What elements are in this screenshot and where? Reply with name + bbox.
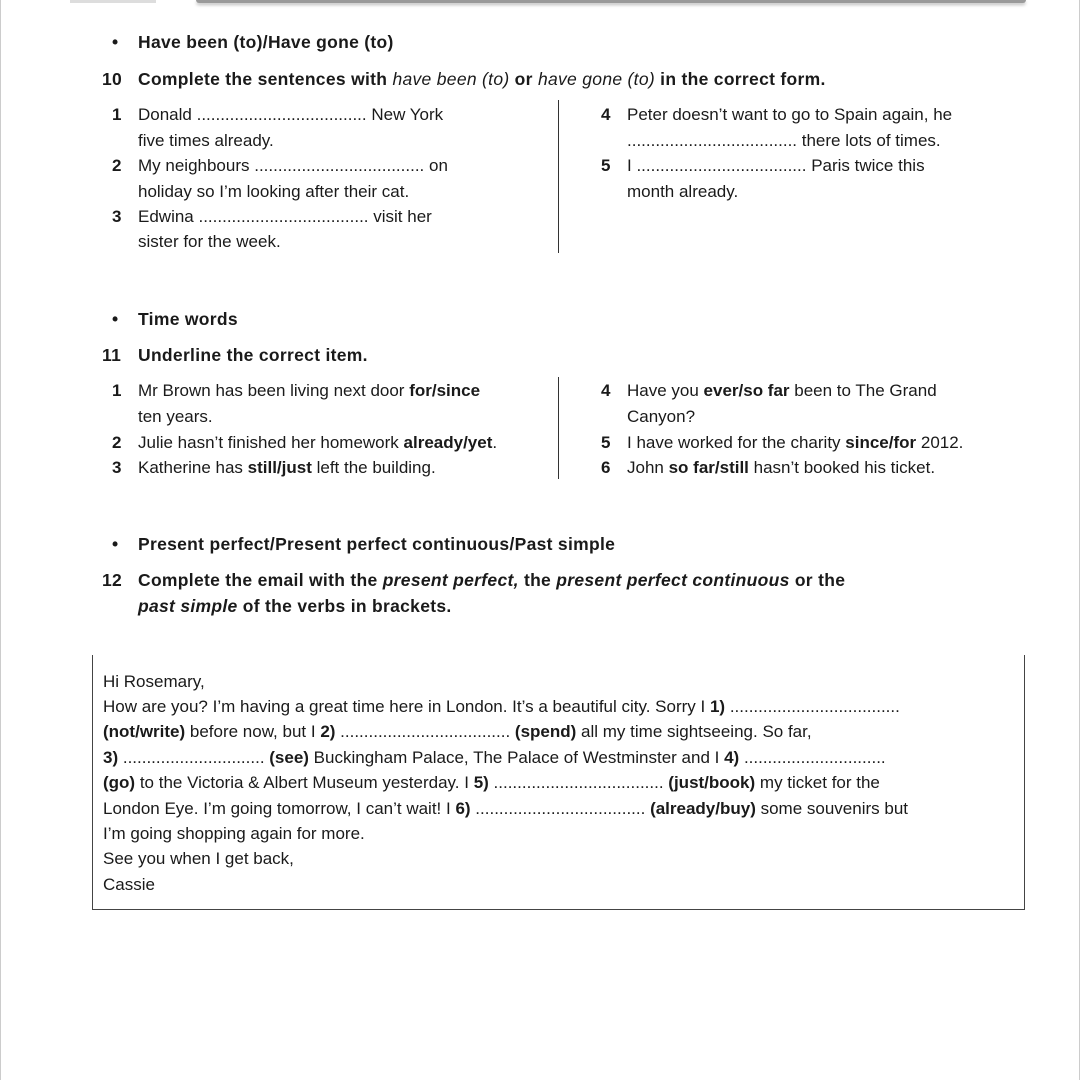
item-number: 6 [601, 458, 611, 477]
bold-text-segment: for/since [409, 381, 481, 400]
text-segment: .............................. [739, 748, 886, 767]
item-number: 3 [112, 207, 122, 226]
item-number: 3 [112, 458, 122, 477]
section-bullet: • [112, 534, 119, 554]
text-segment: all my time sightseeing. So far, [576, 722, 812, 741]
bold-text-segment: so far/still [668, 458, 749, 477]
text-segment: John [627, 458, 669, 477]
item-number: 2 [112, 156, 122, 175]
item-line [138, 156, 448, 176]
text-segment: before now, but I [185, 722, 321, 741]
text-segment: .................................... [488, 773, 669, 792]
bold-text-segment: present perfect continuous [556, 570, 790, 590]
item-number: 4 [601, 381, 611, 400]
item-line [627, 381, 937, 401]
email-line [103, 875, 155, 895]
bold-text-segment: already/yet [403, 433, 493, 452]
bold-text-segment: Complete the email with the [138, 570, 383, 590]
item-line [627, 105, 952, 125]
item-line [138, 433, 497, 453]
bold-text-segment: Underline the correct item. [138, 345, 368, 365]
text-segment: Canyon? [627, 407, 696, 426]
text-segment: I .................................... Paris twice this [627, 156, 925, 175]
item-number: 1 [112, 105, 122, 124]
text-segment: month already. [627, 182, 739, 201]
item-number: 4 [601, 105, 611, 124]
item-number: 2 [112, 433, 122, 452]
text-segment: have gone (to) [537, 69, 655, 89]
bold-text-segment: (just/book) [668, 773, 756, 792]
item-number: 5 [601, 433, 611, 452]
item-line [138, 381, 480, 401]
bold-text-segment: present perfect, [382, 570, 519, 590]
item-number: 1 [112, 381, 122, 400]
text-segment: five times already. [138, 131, 274, 150]
exercise-heading [138, 570, 845, 590]
item-line [138, 407, 213, 427]
text-segment: London Eye. I’m going tomorrow, I can’t wait! I [103, 799, 456, 818]
text-segment: Mr Brown has been living next door [138, 381, 410, 400]
section-title: Have been (to)/Have gone (to) [138, 32, 394, 52]
email-line [103, 748, 886, 768]
text-segment: Cassie [103, 875, 155, 894]
email-line [103, 672, 205, 692]
text-segment: Have you [627, 381, 704, 400]
exercise-heading [138, 345, 368, 365]
item-line [138, 105, 443, 125]
text-segment: 2012. [916, 433, 964, 452]
item-number: 5 [601, 156, 611, 175]
text-segment: sister for the week. [138, 232, 281, 251]
text-segment: ten years. [138, 407, 213, 426]
text-segment: hasn’t booked his ticket. [748, 458, 936, 477]
text-segment: .................................... [470, 799, 651, 818]
text-segment: Buckingham Palace, The Palace of Westminster and I [308, 748, 725, 767]
section-bullet: • [112, 309, 119, 329]
text-segment: been to The Grand [789, 381, 937, 400]
item-line [627, 156, 925, 176]
section-title: Present perfect/Present perfect continuous/Past simple [138, 534, 616, 554]
bold-text-segment: (already/buy) [650, 799, 756, 818]
bold-text-segment: still/just [247, 458, 312, 477]
text-segment: .................................... there lots of times. [627, 131, 941, 150]
section-title: Time words [138, 309, 238, 329]
text-segment: left the building. [311, 458, 436, 477]
column-divider [558, 377, 559, 479]
item-line [627, 407, 695, 427]
exercise-number: 12 [102, 570, 123, 590]
text-segment: Peter doesn’t want to go to Spain again, he [627, 105, 953, 124]
bold-text-segment: 3) [103, 748, 119, 767]
exercise-heading [138, 69, 826, 89]
text-segment: My neighbours .................................... on [138, 156, 448, 175]
text-segment: Hi Rosemary, [103, 672, 205, 691]
exercise-heading [138, 596, 452, 616]
item-line [627, 433, 963, 453]
text-segment: my ticket for the [755, 773, 880, 792]
text-segment: Julie hasn’t finished her homework [138, 433, 404, 452]
item-line [627, 458, 935, 478]
bold-text-segment: or [509, 69, 538, 89]
bold-text-segment: since/for [845, 433, 917, 452]
bold-text-segment: (spend) [514, 722, 577, 741]
item-line [138, 207, 432, 227]
exercise-number: 10 [102, 69, 123, 89]
top-bar-decoration [196, 0, 1026, 3]
text-segment: some souvenirs but [755, 799, 909, 818]
bold-text-segment: Complete the sentences with [138, 69, 393, 89]
bold-text-segment: 4) [724, 748, 740, 767]
text-segment: How are you? I’m having a great time here in London. It’s a beautiful city. Sorry I [103, 697, 710, 716]
text-segment: .................................... [725, 697, 900, 716]
email-line [103, 824, 365, 844]
email-line [103, 799, 908, 819]
bold-text-segment: (go) [103, 773, 136, 792]
item-line [627, 131, 941, 151]
bold-text-segment: (not/write) [103, 722, 186, 741]
email-line [103, 722, 812, 742]
column-divider [558, 100, 559, 253]
text-segment: See you when I get back, [103, 849, 294, 868]
email-line [103, 773, 880, 793]
bold-text-segment: the [518, 570, 557, 590]
text-segment: .............................. [118, 748, 270, 767]
bold-text-segment: or the [789, 570, 846, 590]
item-line [138, 458, 436, 478]
bold-text-segment: (see) [269, 748, 309, 767]
item-line [138, 232, 281, 252]
bold-text-segment: past simple [138, 596, 238, 616]
text-segment: I’m going shopping again for more. [103, 824, 365, 843]
bold-text-segment: of the verbs in brackets. [237, 596, 452, 616]
email-line [103, 697, 900, 717]
text-segment: Donald .................................... New York [138, 105, 444, 124]
item-line [138, 131, 274, 151]
item-line [627, 182, 738, 202]
text-segment: holiday so I’m looking after their cat. [138, 182, 410, 201]
bold-text-segment: 5) [473, 773, 489, 792]
bold-text-segment: ever/so far [703, 381, 790, 400]
text-segment: I have worked for the charity [627, 433, 846, 452]
section-bullet: • [112, 32, 119, 52]
text-segment: Katherine has [138, 458, 248, 477]
text-segment: to the Victoria & Albert Museum yesterday. I [135, 773, 474, 792]
exercise-number: 11 [102, 345, 122, 365]
text-segment: Edwina .................................... visit her [138, 207, 432, 226]
bold-text-segment: 1) [709, 697, 726, 716]
text-segment: . [492, 433, 498, 452]
email-line [103, 849, 294, 869]
top-tab-decoration [70, 0, 156, 3]
bold-text-segment: 2) [320, 722, 336, 741]
text-segment: have been (to) [392, 69, 510, 89]
bold-text-segment: in the correct form. [655, 69, 826, 89]
text-segment: .................................... [335, 722, 515, 741]
item-line [138, 182, 409, 202]
bold-text-segment: 6) [455, 799, 471, 818]
